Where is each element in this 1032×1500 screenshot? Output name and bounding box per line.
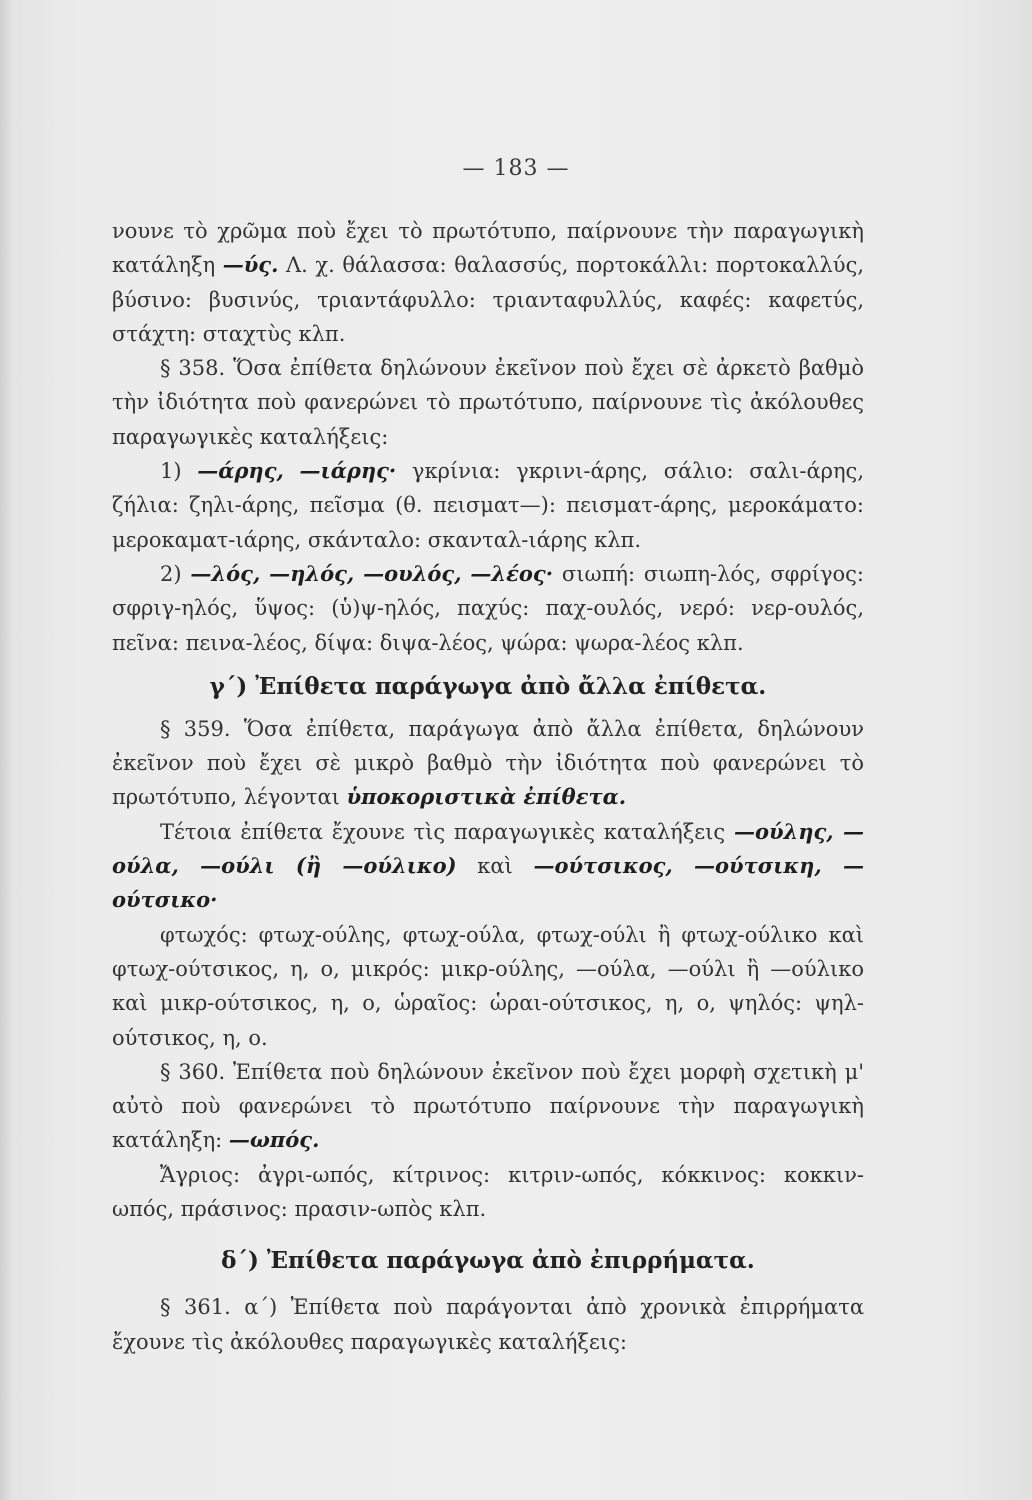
suffix-bold: —ούτσικος, —ούτσικη, —ούτσικο· xyxy=(112,853,864,913)
paragraph-colour-adjectives xyxy=(112,214,864,351)
text-run: § 360. Ἐπίθετα ποὺ δηλώνουν ἐκεῖνον ποὺ ἔχει μορφὴ σχετικὴ μ' αὐτὸ ποὺ φανερώνει τὸ πρωτότυπο παίρνουνε τὴν παραγωγικὴ κατάληξη: xyxy=(112,1059,864,1153)
body-text xyxy=(112,214,864,1359)
page-number: — 183 — xyxy=(462,156,570,181)
page-spine-shadow xyxy=(0,0,14,1500)
text-run: σιωπή: σιωπη-λός, σφρίγος: σφριγ-ηλός, ὕψος: (ὑ)ψ-ηλός, παχύς: παχ-ουλός, νερό: νερ-ουλός, πεῖνα: πεινα-λέος, δίψα: διψα-λέος, ψώρα: ψωρα-λέος κλπ. xyxy=(112,561,864,655)
text-run xyxy=(354,562,363,586)
paragraph-359 xyxy=(112,712,864,815)
term-bold: ὑποκοριστικὰ ἐπίθετα. xyxy=(346,784,627,810)
paragraph-360 xyxy=(112,1055,864,1158)
suffix-bold: —ούλης, —ούλα, —ούλι (ἢ —ούλικο) xyxy=(112,818,864,879)
paragraph-360-examples: Ἄγριος: ἀγρι-ωπός, κίτρινος: κιτριν-ωπός, κόκκινος: κοκκιν-ωπός, πράσινος: πρασιν-ωπὸς κλπ. xyxy=(112,1162,864,1222)
text-run: νουνε τὸ χρῶμα ποὺ ἔχει τὸ πρωτότυπο, παίρνουνε τὴν παραγωγικὴ κατάληξη xyxy=(112,219,864,278)
suffix-bold: —ωπός. xyxy=(228,1127,320,1153)
section-heading-gamma: γ΄) Ἐπίθετα παράγωγα ἀπὸ ἄλλα ἐπίθετα. xyxy=(209,672,767,700)
paragraph-diminutive-examples: φτωχός: φτωχ-ούλης, φτωχ-ούλα, φτωχ-ούλι ἢ φτωχ-ούλικο καὶ φτωχ-ούτσικος, η, ο, μικρός: μικρ-ούλης, —ούλα, —ούλι ἢ —ούλικο καὶ μικρ-ούτσικος, η, ο, ὡραῖος: ὡραι-ούτσικος, η, ο, ψηλός: ψηλ-ούτσικος, η, ο. xyxy=(112,922,864,1050)
suffix-bold: —άρης, xyxy=(197,458,284,484)
paragraph-361: § 361. α΄) Ἐπίθετα ποὺ παράγονται ἀπὸ χρονικὰ ἐπιρρήματα ἔχουνε τὶς ἀκόλουθες παραγωγικὲς καταλήξεις: xyxy=(112,1295,864,1354)
paragraph-358: § 358. Ὅσα ἐπίθετα δηλώνουν ἐκεῖνον ποὺ ἔχει σὲ ἀρκετὸ βαθμὸ τὴν ἰδιότητα ποὺ φανερώνει τὸ πρωτότυπο, παίρνουνε τὶς ἀκόλουθες παραγωγικὲς καταλήξεις: xyxy=(112,356,864,449)
text-run: Τέτοια ἐπίθετα ἔχουνε τὶς παραγωγικὲς καταλήξεις xyxy=(160,819,734,844)
text-run: § 359. Ὅσα ἐπίθετα, παράγωγα ἀπὸ ἄλλα ἐπίθετα, δηλώνουν ἐκεῖνον ποὺ ἔχει σὲ μικρὸ βαθμὸ τὴν ἰδιότητα ποὺ φανερώνει τὸ πρωτότυπο, λέγονται xyxy=(112,716,864,810)
item-number: 2) xyxy=(160,561,191,586)
suffix-bold: —λός, xyxy=(190,560,261,586)
item-number: 1) xyxy=(160,459,198,484)
text-run xyxy=(260,562,269,586)
suffix-bold: —ηλός, xyxy=(269,560,355,586)
paragraph-diminutive-suffixes xyxy=(112,815,864,918)
list-item-1 xyxy=(112,454,864,557)
text-run: Λ. χ. θάλασσα: θαλασσύς, πορτοκάλλι: πορτοκαλλύς, βύσινο: βυσινύς, τριαντάφυλλο: τριανταφυλλύς, καφές: καφετύς, στάχτη: σταχτὺς κλπ. xyxy=(112,253,865,346)
list-item-2 xyxy=(112,557,864,660)
section-heading-delta: δ΄) Ἐπίθετα παράγωγα ἀπὸ ἐπιρρήματα. xyxy=(221,1247,755,1275)
suffix-bold: —ύς. xyxy=(222,252,279,278)
text-run xyxy=(284,459,300,483)
text-run: καὶ xyxy=(456,854,534,879)
suffix-bold: —λέος· xyxy=(470,560,554,586)
suffix-bold: —ιάρης· xyxy=(299,458,397,484)
suffix-bold: —ουλός, xyxy=(363,560,462,586)
text-run: γκρίνια: γκρινι-άρης, σάλιο: σαλι-άρης, ζήλια: ζηλι-άρης, πεῖσμα (θ. πεισματ—): πεισματ-άρης, μεροκάματο: μεροκαματ-ιάρης, σκάνταλο: σκανταλ-ιάρης κλπ. xyxy=(112,459,864,552)
